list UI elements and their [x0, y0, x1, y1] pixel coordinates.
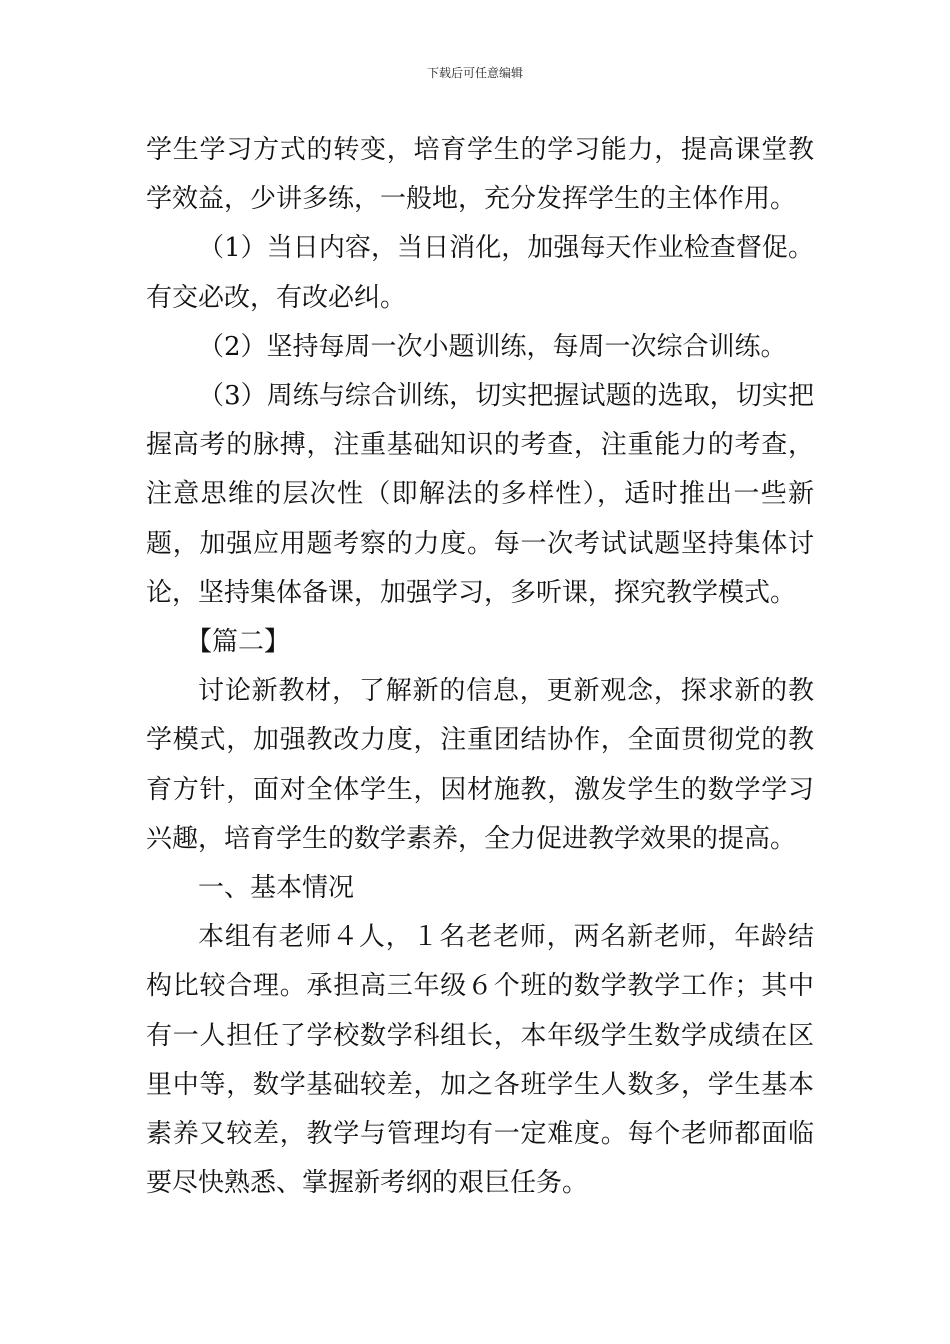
paragraph-8: 本组有老师４人，１名老老师，两名新老师，年龄结构比较合理。承担高三年级６个班的数学教学工作；其中有一人担任了学校数学科组长，本年级学生数学成绩在区里中等，数学基础较差，加之各班学生人数多，学生基本素养又较差，教学与管理均有一定难度。每个老师都面临要尽快熟悉、掌握新考纲的艰巨任务。 — [146, 922, 814, 1199]
section-heading-part-two: 【篇二】 — [186, 627, 291, 658]
page-header-note: 下载后可任意编辑 — [426, 66, 523, 80]
paragraph-6: 讨论新教材，了解新的信息，更新观念，探求新的教学模式，加强教改力度，注重团结协作，全面贯彻党的教育方针，面对全体学生，因材施教，激发学生的数学学习兴趣，培育学生的数学素养，全力促进教学效果的提高。 — [146, 676, 814, 854]
paragraph-1: 学生学习方式的转变，培育学生的学习能力，提高课堂教学效益，少讲多练，一般地，充分发挥学生的主体作用。 — [146, 135, 814, 215]
document-body — [146, 126, 814, 1208]
paragraph-4: （3）周练与综合训练，切实把握试题的选取，切实把握高考的脉搏，注重基础知识的考查，注重能力的考查，注意思维的层次性（即解法的多样性），适时推出一些新题，加强应用题考察的力度。每一次考试试题坚持集体讨论，坚持集体备课，加强学习，多听课，探究教学模式。 — [146, 381, 814, 608]
paragraph-2: （1）当日内容，当日消化，加强每天作业检查督促。有交必改，有改必纠。 — [146, 233, 814, 313]
paragraph-3: （2）坚持每周一次小题训练，每周一次综合训练。 — [198, 331, 787, 362]
subheading-basic-situation: 一、基本情况 — [198, 873, 355, 904]
